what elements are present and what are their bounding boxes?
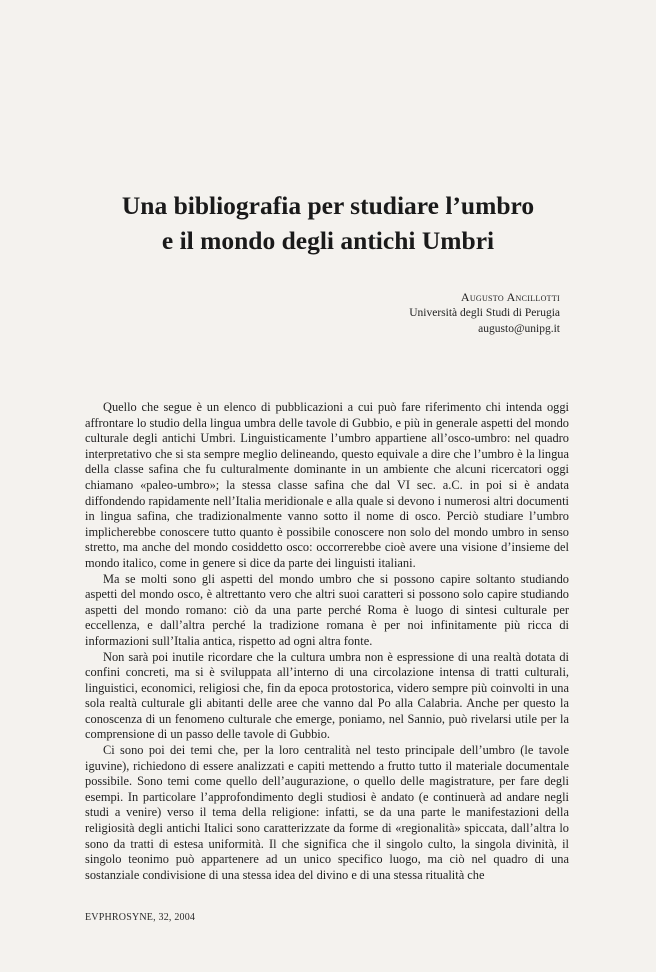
article-title [60, 188, 596, 258]
paragraph: Quello che segue è un elenco di pubblicazioni a cui può fare riferimento chi intenda oggi affrontare lo studio della lingua umbra delle tavole di Gubbio, e più in generale aspetti del mondo culturale degli antichi Umbri. Linguisticamente l’umbro appartiene all’osco-umbro: nel quadro interpretativo che si sta sempre meglio delineando, questo equivale a dire che l’umbro è la lingua della classe safina che fu culturalmente dominante in un ambiente che alcuni ricercatori oggi chiamano «paleo-umbro»; la stessa classe safina che dal VI sec. a.C. in poi si è andata diffondendo rapidamente nell’Italia meridionale e alla quale si devono i numerosi altri documenti in lingua safina, che tradizionalmente vanno sotto il nome di osco. Perciò studiare l’umbro implicherebbe conoscere tutto quanto è possibile conoscere non solo del mondo umbro in senso stretto, ma anche del mondo cosiddetto osco: occorrerebbe cioè avere una visione d’insieme del mondo italico, come in genere si dice da parte dei linguisti italiani. [85, 400, 569, 570]
paragraph: Ma se molti sono gli aspetti del mondo umbro che si possono capire soltanto studiando aspetti del mondo osco, è altrettanto vero che altri suoi caratteri si possono solo capire studiando aspetti del mondo romano: ciò da una parte perché Roma è luogo di sintesi culturale per eccellenza, e dall’altra perché la tradizione romana è per noi infinitamente più ricca di informazioni sull’Italia antica, rispetto ad ogni altra fonte. [85, 571, 569, 648]
title-line-1: Una bibliografia per studiare l’umbro [121, 191, 535, 220]
title-line-2: e il mondo degli antichi Umbri [161, 226, 495, 255]
article-body [85, 400, 569, 883]
paragraph: Non sarà poi inutile ricordare che la cultura umbra non è espressione di una realtà dotata di confini concreti, ma si è sviluppata all’interno di una circolazione intensa di tratti culturali, linguistici, economici, religiosi che, fin da epoca protostorica, videro sempre più coinvolti in una sola realtà culturale gli abitanti delle aree che vanno dal Po alla Calabria. Anche per questo la conoscenza di un fenomeno culturale che emerge, poniamo, nel Sannio, può rivelarsi utile per la comprensione di un passo delle tavole di Gubbio. [85, 649, 569, 742]
author-block [409, 289, 560, 337]
journal-footer: EVPHROSYNE, 32, 2004 [85, 912, 196, 923]
author-email: augusto@unipg.it [478, 323, 560, 335]
author-name: Augusto Ancillotti [460, 290, 560, 304]
author-affiliation: Università degli Studi di Perugia [409, 307, 560, 319]
paragraph: Ci sono poi dei temi che, per la loro centralità nel testo principale dell’umbro (le tavole iguvine), richiedono di essere analizzati e capiti mettendo a frutto tutto il materiale documentale possibile. Sono temi come quello dell’augurazione, o quello delle magistrature, per fare degli esempi. In particolare l’approfondimento degli studiosi è andato (e continuerà ad andare negli studi a venire) verso il tema della religione: infatti, se da una parte le manifestazioni della religiosità degli antichi Italici sono caratterizzate da forme di «regionalità» spiccata, dall’altra lo sono da tratti di estesa uniformità. Il che significa che il singolo culto, la singola divinità, il singolo teonimo può appartenere ad un unico specifico luogo, ma ciò nel quadro di una sostanziale condivisione di una stessa idea del divino e di una stessa ritualità che [85, 743, 569, 882]
